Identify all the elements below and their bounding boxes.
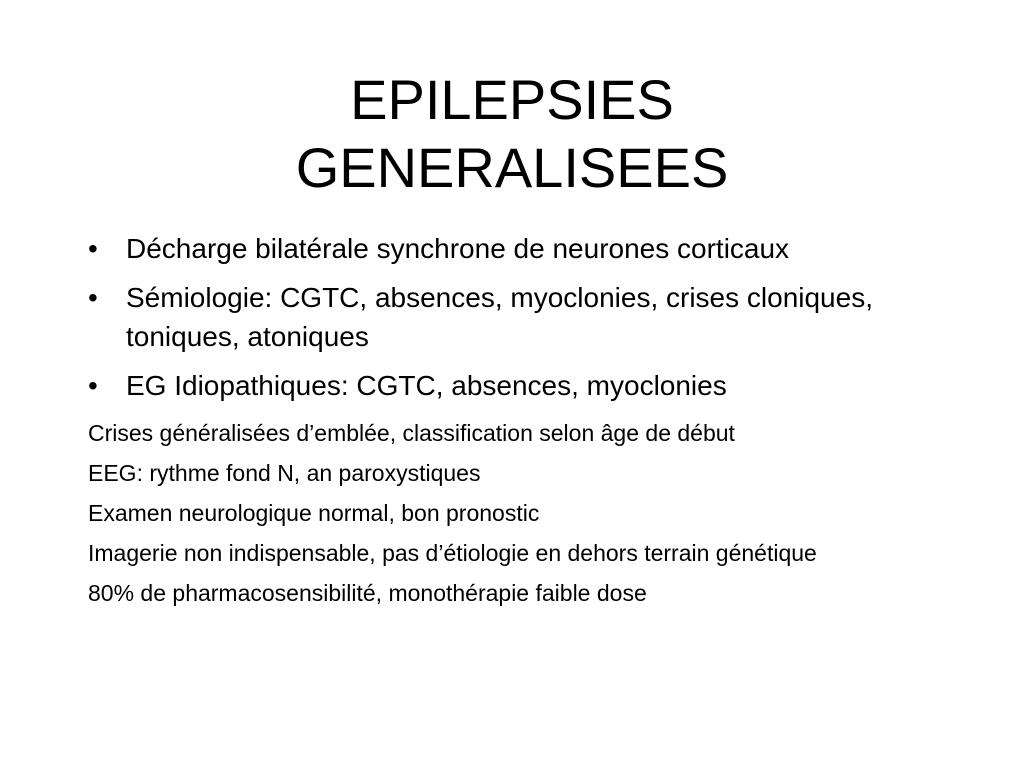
- bullet-item: [88, 278, 968, 356]
- bullet-list: [88, 229, 968, 415]
- bullet-dot-icon: •: [88, 282, 98, 313]
- bullet-dot-icon: •: [88, 370, 98, 401]
- slide-title-line-1: EPILEPSIES: [350, 68, 674, 131]
- bullet-item: [88, 366, 968, 405]
- slide-title: [0, 66, 1024, 202]
- bullet-text: Sémiologie: CGTC, absences, myoclonies, crises cloniques, toniques, atoniques: [126, 282, 873, 352]
- bullet-text: Décharge bilatérale synchrone de neurones corticaux: [126, 233, 790, 264]
- note-item: Crises généralisées d’emblée, classification selon âge de début: [88, 420, 735, 446]
- notes-list: [88, 418, 968, 618]
- bullet-text: EG Idiopathiques: CGTC, absences, myoclonies: [126, 370, 727, 401]
- note-item: Examen neurologique normal, bon pronostic: [88, 500, 540, 526]
- note-item: Imagerie non indispensable, pas d’étiologie en dehors terrain génétique: [88, 540, 817, 566]
- note-item: 80% de pharmacosensibilité, monothérapie faible dose: [88, 580, 647, 606]
- slide-title-line-2: GENERALISEES: [295, 136, 729, 199]
- bullet-dot-icon: •: [88, 233, 98, 264]
- bullet-item: [88, 229, 968, 268]
- note-item: EEG: rythme fond N, an paroxystiques: [88, 460, 481, 486]
